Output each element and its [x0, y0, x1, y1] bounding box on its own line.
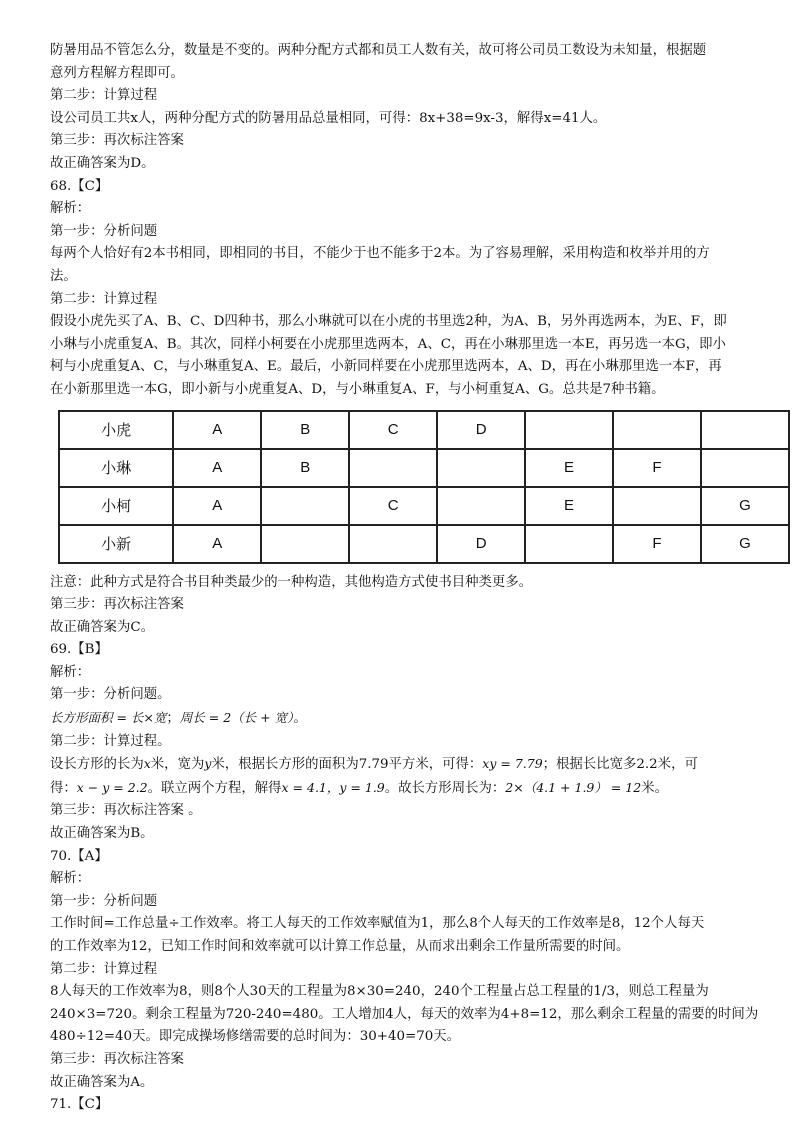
question-number: 69.【B】	[50, 642, 108, 658]
table-cell: B	[261, 411, 349, 449]
text-line: 假设小虎先买了A、B、C、D四种书，那么小琳就可以在小虎的书里选2种，为A、B，另外再选两本，为E、F，即	[50, 314, 727, 330]
calc-text: 。联立两个方程，解得	[147, 780, 282, 796]
table-cell: G	[701, 487, 789, 525]
table-row	[59, 487, 789, 525]
analysis-label: 解析：	[50, 664, 91, 680]
equation-solution: x = 4.1，y = 1.9	[281, 779, 385, 795]
equation-area: xy = 7.79	[482, 756, 543, 772]
table-cell: C	[349, 487, 437, 525]
text-line: 柯与小虎重复A、C，与小琳重复A、E。最后，小新同样要在小虎那里选两本，A、D，再在小琳那里选一本F，再	[50, 359, 722, 375]
table-cell: A	[173, 449, 261, 487]
text-line: 意列方程解方程即可。	[50, 65, 184, 81]
table-cell	[701, 449, 789, 487]
text-line: 8人每天的工作效率为8，则8个人30天的工程量为8×30=240，240个工程量占总工程量的1/3，则总工程量为	[50, 984, 709, 1000]
table-cell: E	[525, 487, 613, 525]
calc-line	[50, 777, 760, 801]
text-line: 工作时间=工作总量÷工作效率。将工人每天的工作效率赋值为1，那么8个人每天的工作效率是8，12个人每天	[50, 916, 705, 932]
table-cell: D	[437, 525, 525, 563]
calc-text: ；根据长比宽多2.2米，可	[542, 757, 698, 773]
step-heading: 第一步：分析问题	[50, 893, 158, 909]
table-cell	[701, 411, 789, 449]
formula-end: 。	[293, 711, 307, 727]
calc-text: 米，宽为	[150, 757, 205, 773]
step-heading: 第三步：再次标注答案	[50, 597, 184, 613]
equation-diff: x − y = 2.2	[76, 779, 148, 795]
step-heading: 第三步：再次标注答案 。	[50, 803, 202, 819]
step-heading: 第二步：计算过程	[50, 88, 158, 104]
step-heading: 第二步：计算过程	[50, 961, 158, 977]
text-line: 小琳与小虎重复A、B。其次，同样小柯要在小虎那里选两本，A、C，再在小琳那里选一本E，再另选一本G，即小	[50, 336, 726, 352]
table-cell	[525, 525, 613, 563]
table-cell: F	[613, 449, 701, 487]
table-cell	[349, 525, 437, 563]
row-name: 小柯	[59, 487, 173, 525]
calc-line	[50, 753, 760, 777]
step-heading: 第一步：分析问题。	[50, 687, 171, 703]
perimeter-formula: 周长 = 2（长 + 宽）	[179, 710, 294, 726]
section-b	[50, 572, 760, 801]
row-name: 小新	[59, 525, 173, 563]
var-y: y	[204, 756, 212, 772]
table-cell: G	[701, 525, 789, 563]
answer-line: 故正确答案为A。	[50, 1074, 154, 1090]
calc-text: 得：	[50, 780, 77, 796]
text-line: 240×3=720。剩余工程量为720-240=480。工人增加4人，每天的效率为4+8=12，那么剩余工程量的需要的时间为	[50, 1006, 759, 1022]
answer-line: 故正确答案为D。	[50, 155, 155, 171]
document-page	[50, 40, 760, 1117]
table-cell: E	[525, 449, 613, 487]
section-c	[50, 800, 760, 1116]
step-heading: 第二步：计算过程。	[50, 733, 171, 749]
question-number: 70.【A】	[50, 848, 108, 864]
text-line: 每两个人恰好有2本书相同，即相同的书目，不能少于也不能多于2本。为了容易理解，采用构造和枚举并用的方	[50, 246, 710, 262]
table-cell	[437, 449, 525, 487]
calc-text: 。故长方形周长为：	[384, 780, 506, 796]
table-cell	[261, 487, 349, 525]
formula-line	[50, 707, 760, 731]
row-name: 小虎	[59, 411, 173, 449]
step-heading: 第二步：计算过程	[50, 291, 158, 307]
book-table	[58, 410, 790, 564]
table-cell	[613, 411, 701, 449]
equation-perimeter: 2×（4.1 + 1.9） = 12	[505, 779, 642, 795]
text-line: 设公司员工共x人，两种分配方式的防暑用品总量相同，可得：8x+38=9x-3，解得x=41人。	[50, 110, 607, 126]
table-cell: C	[349, 411, 437, 449]
var-x: x	[143, 756, 151, 772]
step-heading: 第一步：分析问题	[50, 223, 158, 239]
step-heading: 第三步：再次标注答案	[50, 1051, 184, 1067]
table-cell	[261, 525, 349, 563]
table-row	[59, 449, 789, 487]
row-name: 小琳	[59, 449, 173, 487]
area-formula: 长方形面积 = 长×宽	[50, 710, 167, 726]
table-cell: A	[173, 525, 261, 563]
analysis-label: 解析：	[50, 871, 91, 887]
table-cell: F	[613, 525, 701, 563]
table-cell	[525, 411, 613, 449]
table-cell: A	[173, 487, 261, 525]
table-cell	[349, 449, 437, 487]
calc-text: 设长方形的长为	[50, 757, 144, 773]
calc-text: 米，根据长方形的面积为7.79平方米，可得：	[211, 757, 483, 773]
table-cell: B	[261, 449, 349, 487]
note-line: 注意：此种方式是符合书目种类最少的一种构造，其他构造方式使书目种类更多。	[50, 574, 533, 590]
text-line: 法。	[50, 268, 77, 284]
text-line: 480÷12=40天。即完成操场修缮需要的总时间为：30+40=70天。	[50, 1029, 461, 1045]
analysis-label: 解析：	[50, 201, 91, 217]
step-heading: 第三步：再次标注答案	[50, 133, 184, 149]
answer-line: 故正确答案为B。	[50, 826, 154, 842]
text-line: 的工作效率为12，已知工作时间和效率就可以计算工作总量，从而求出剩余工作量所需要的时间。	[50, 939, 630, 954]
table-cell: D	[437, 411, 525, 449]
table-row	[59, 525, 789, 563]
table-cell: A	[173, 411, 261, 449]
question-number: 68.【C】	[50, 178, 109, 194]
answer-line: 故正确答案为C。	[50, 619, 154, 635]
text-line: 防暑用品不管怎么分，数量是不变的。两种分配方式都和员工人数有关，故可将公司员工数设为未知量，根据题	[50, 43, 707, 58]
formula-separator: ；	[166, 711, 180, 727]
table-row	[59, 411, 789, 449]
table-cell	[613, 487, 701, 525]
question-number: 71.【C】	[50, 1097, 109, 1113]
text-line: 在小新那里选一本G，即小新与小虎重复A、D，与小琳重复A、F，与小柯重复A、G。总共是7种书籍。	[50, 381, 665, 397]
calc-text: 米。	[641, 780, 668, 796]
table-cell	[437, 487, 525, 525]
section-a	[50, 40, 760, 402]
